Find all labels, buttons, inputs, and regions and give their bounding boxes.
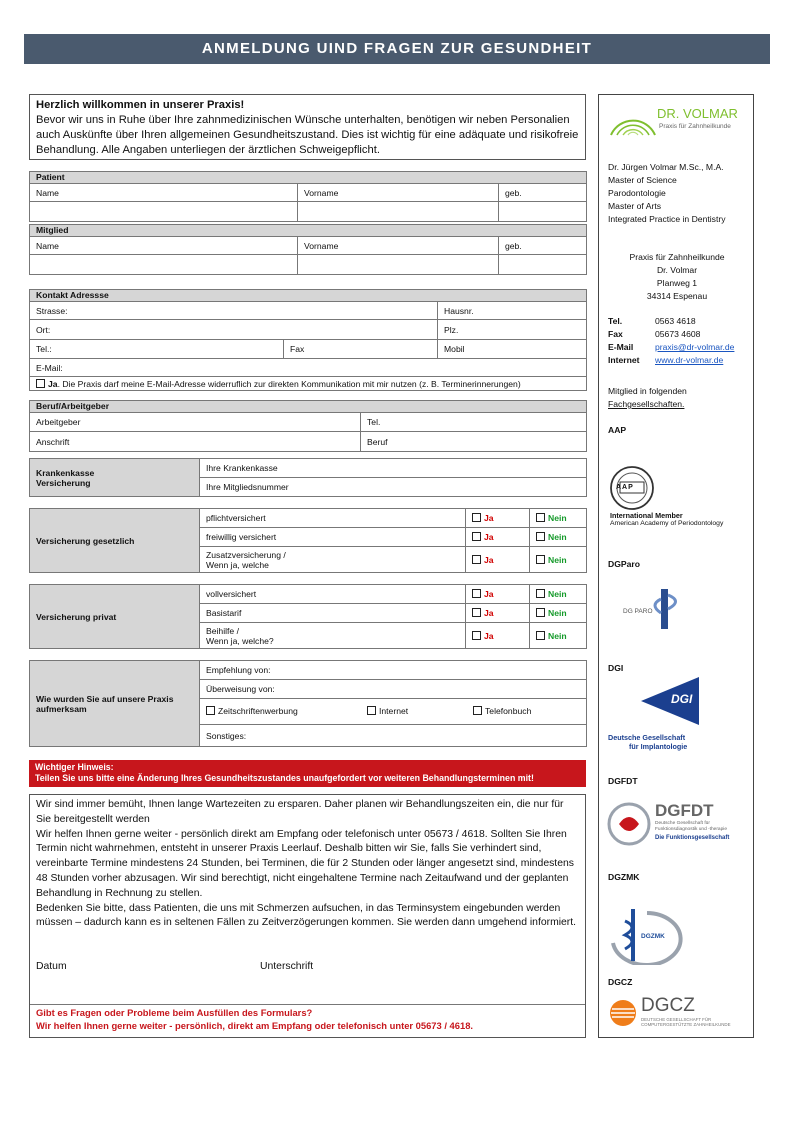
ja-label: Ja	[484, 554, 494, 565]
qual-line: Integrated Practice in Dentistry	[608, 214, 726, 224]
help-footer	[30, 1004, 585, 1037]
ja-label: Ja	[484, 608, 494, 618]
patient-geb-field[interactable]	[499, 202, 587, 222]
dgfdt-logo-icon	[607, 802, 651, 846]
internet-label: Internet	[379, 706, 409, 716]
ueberweisung-field[interactable]: Überweisung von:	[200, 680, 587, 699]
mitglied-name-label: Name	[30, 237, 298, 255]
ja-label: Ja	[484, 589, 494, 599]
privat-table	[29, 584, 587, 649]
address-line: 34314 Espenau	[646, 291, 708, 301]
kasse-label	[30, 459, 200, 497]
patient-name-label: Name	[30, 184, 298, 202]
ort-field[interactable]: Ort:	[30, 320, 438, 340]
zusatz-line2: Wenn ja, welche	[206, 559, 269, 570]
tel-field[interactable]: Tel.:	[30, 340, 284, 359]
patient-geb-label: geb.	[499, 184, 587, 202]
contact-label: E-Mail	[608, 342, 634, 352]
dgparo-heading: DGParo	[608, 559, 640, 569]
mitglied-geb-field[interactable]	[499, 255, 587, 275]
beihilfe-cell[interactable]	[200, 623, 466, 649]
nein-checkbox[interactable]	[536, 589, 545, 598]
beihilfe-line1: Beihilfe /	[206, 625, 239, 636]
mitglied-section: Mitglied	[30, 225, 587, 237]
privat-row-text: Basistarif	[200, 604, 466, 623]
patient-vorname-field[interactable]	[298, 202, 499, 222]
privat-label: Versicherung privat	[30, 585, 200, 649]
aufmerksam-table	[29, 660, 587, 747]
telefonbuch-label: Telefonbuch	[485, 706, 532, 716]
kasse-label-2: Versicherung	[36, 477, 91, 488]
aap-member: International Member	[610, 511, 683, 520]
address-line: Praxis für Zahnheilkunde	[629, 252, 725, 262]
contact-label: Internet	[608, 355, 640, 365]
empfehlung-field[interactable]: Empfehlung von:	[200, 661, 587, 680]
arbeitgeber-field[interactable]: Arbeitgeber	[30, 413, 361, 432]
nein-checkbox[interactable]	[536, 513, 545, 522]
aufmerksam-label: Wie wurden Sie auf unsere Praxis aufmerksam	[30, 661, 200, 747]
important-notice	[29, 760, 586, 787]
beruf-tel-field[interactable]: Tel.	[361, 413, 587, 432]
strasse-field[interactable]: Strasse:	[30, 302, 438, 320]
dgi-heading: DGI	[608, 663, 624, 673]
ja-checkbox[interactable]	[472, 513, 481, 522]
membership-text	[608, 385, 687, 411]
email-consent-text: . Die Praxis darf meine E-Mail-Adresse widerruflich zur direkten Kommunikation mit mir nutzen (z. B. Terminerinnerungen)	[57, 378, 521, 389]
telefonbuch-option[interactable]	[473, 706, 531, 716]
ja-option[interactable]	[466, 585, 530, 604]
nein-option[interactable]	[530, 623, 587, 649]
krankenkasse-field[interactable]: Ihre Krankenkasse	[200, 459, 587, 478]
nein-checkbox[interactable]	[536, 532, 545, 541]
dgcz-sub	[641, 1017, 731, 1027]
qual-line: Parodontologie	[608, 188, 666, 198]
telefonbuch-checkbox[interactable]	[473, 706, 482, 715]
kasse-table	[29, 458, 587, 497]
quelle-options	[200, 699, 587, 725]
info-p2: Wir helfen Ihnen gerne weiter - persönlich direkt am Empfang oder telefonisch unter 05673 / 4618. Sollten Sie Ihren Termin nicht wahrnehmen, entsteht in unserer Praxis Leerlauf. Deshalb bitten wir Sie, falls Sie verhindert sind, vereinbarte Termine mindestens 24 Stunden, bei Terminen, die für 2 Stunden oder länger angesetzt sind, mindestens 48 Stunden vorher abzusagen. Wir sind berechtigt, nicht eingehaltene Termine nach Zeitaufwand und der geplanten Behandlung in Rechnung zu stellen.	[36, 828, 574, 899]
email-consent-checkbox[interactable]	[36, 379, 45, 388]
address-line: Dr. Volmar	[656, 265, 698, 275]
qualifications	[608, 161, 726, 226]
beihilfe-line2: Wenn ja, welche?	[206, 635, 274, 646]
intro-box	[29, 94, 586, 160]
ja-checkbox[interactable]	[472, 589, 481, 598]
dgfdt-logo-text: DGFDT	[655, 801, 714, 820]
notice-text: Teilen Sie uns bitte eine Änderung Ihres Gesundheitszustandes unaufgefordert vor weiteren Behandlungsterminen mit!	[35, 773, 534, 783]
dgi-full-1: Deutsche Gesellschaft	[608, 733, 686, 742]
fax-field[interactable]: Fax	[284, 340, 438, 359]
sonstiges-field[interactable]: Sonstiges:	[200, 725, 587, 747]
volmar-logo-sub: Praxis für Zahnheilkunde	[659, 123, 731, 130]
nein-option[interactable]	[530, 585, 587, 604]
nein-checkbox[interactable]	[536, 555, 545, 564]
nein-label: Nein	[548, 532, 567, 542]
dgfdt-sub-1: Deutsche Gesellschaft für	[655, 821, 710, 826]
gesetzlich-row-text: pflichtversichert	[200, 509, 466, 528]
kasse-label-1: Krankenkasse	[36, 467, 95, 478]
aap-heading: AAP	[608, 425, 627, 435]
email-field[interactable]: E-Mail:	[30, 359, 587, 377]
qual-line: Master of Science	[608, 175, 677, 185]
info-text	[36, 798, 581, 931]
internet-option[interactable]	[367, 706, 408, 716]
nein-label: Nein	[548, 589, 567, 599]
zeitschrift-label: Zeitschriftenwerbung	[218, 706, 298, 716]
ja-checkbox[interactable]	[472, 555, 481, 564]
ja-option[interactable]	[466, 509, 530, 528]
mobil-field[interactable]: Mobil	[438, 340, 587, 359]
mitglied-table	[29, 224, 587, 275]
dgcz-logo-text: DGCZ	[641, 995, 695, 1016]
dgparo-logo-text: DG PARO	[623, 608, 653, 615]
hausnr-field[interactable]: Hausnr.	[438, 302, 587, 320]
aap-full: American Academy of Periodontology	[610, 520, 724, 527]
dgi-full-2: für Implantologie	[629, 742, 688, 751]
email-consent-ja: Ja	[48, 378, 58, 389]
internet-checkbox[interactable]	[367, 706, 376, 715]
fax-value: 05673 4608	[655, 329, 701, 339]
volmar-logo-icon	[607, 101, 659, 137]
intro-heading: Herzlich willkommen in unserer Praxis!	[36, 99, 245, 111]
gesetzlich-table	[29, 508, 587, 573]
nein-checkbox[interactable]	[536, 608, 545, 617]
dgcz-sub-2: COMPUTERGESTÜTZTE ZAHNHEILKUNDE	[641, 1022, 731, 1028]
dgfdt-sub	[655, 821, 727, 833]
ja-label: Ja	[484, 630, 494, 641]
dgfdt-heading: DGFDT	[608, 776, 638, 786]
nein-label: Nein	[548, 608, 567, 618]
dgparo-logo-icon	[647, 587, 687, 631]
page-title: ANMELDUNG UIND FRAGEN ZUR GESUNDHEIT	[24, 34, 770, 64]
contact-block	[608, 315, 734, 367]
email-link[interactable]: praxis@dr-volmar.de	[655, 342, 735, 352]
patient-table	[29, 171, 587, 222]
mitglied-vorname-label: Vorname	[298, 237, 499, 255]
notice-title: Wichtiger Hinweis:	[35, 762, 114, 772]
info-p1: Wir sind immer bemüht, Ihnen lange Wartezeiten zu ersparen. Daher planen wir Behandlungszeiten ein, die nur für Sie bereitgestellt werden	[36, 799, 564, 825]
nein-option[interactable]	[530, 528, 587, 547]
ja-option[interactable]	[466, 547, 530, 573]
kontakt-table	[29, 289, 587, 391]
dgzmk-heading: DGZMK	[608, 872, 640, 882]
zusatz-line1: Zusatzversicherung /	[206, 549, 286, 560]
help-line1: Gibt es Fragen oder Probleme beim Ausfüllen des Formulars?	[36, 1007, 313, 1018]
volmar-logo-name: DR. VOLMAR	[657, 106, 738, 121]
dgcz-logo-icon	[609, 999, 637, 1027]
intro-text: Bevor wir uns in Ruhe über Ihre zahnmedizinischen Wünsche unterhalten, benötigen wir neben Personalien auch Auskünfte über Ihren allgemeinen Gesundheitszustand. Dies ist wichtig für eine adäquate und risikofreie Behandlung. Alle Angaben unterliegen der ärztlichen Schweigepflicht.	[36, 114, 579, 156]
ja-checkbox[interactable]	[472, 608, 481, 617]
ja-option[interactable]	[466, 623, 530, 649]
gesetzlich-row-text: freiwillig versichert	[200, 528, 466, 547]
kontakt-section: Kontakt Adressse	[30, 290, 587, 302]
anschrift-field[interactable]: Anschrift	[30, 432, 361, 452]
zusatzversicherung-cell[interactable]	[200, 547, 466, 573]
mitglied-name-field[interactable]	[30, 255, 298, 275]
aap-seal-text: AAP	[616, 484, 634, 491]
nein-label: Nein	[548, 630, 567, 641]
email-consent	[30, 377, 587, 391]
help-line2: Wir helfen Ihnen gerne weiter - persönlich, direkt am Empfang oder telefonisch unter 05673 / 4618.	[36, 1020, 474, 1031]
nein-option[interactable]	[530, 547, 587, 573]
nein-option[interactable]	[530, 604, 587, 623]
dgzmk-logo-text: DGZMK	[641, 933, 665, 940]
plz-field[interactable]: Plz.	[438, 320, 587, 340]
contact-label: Tel.	[608, 316, 623, 326]
qual-line: Master of Arts	[608, 201, 662, 211]
zeitschrift-option[interactable]	[206, 706, 298, 716]
nein-label: Nein	[548, 513, 567, 523]
dgi-logo-text: DGI	[671, 692, 693, 706]
ja-label: Ja	[484, 513, 494, 523]
patient-section: Patient	[30, 172, 587, 184]
nein-checkbox[interactable]	[536, 631, 545, 640]
patient-name-field[interactable]	[30, 202, 298, 222]
dgfdt-sub-2: Funktionsdiagnostik und -therapie	[655, 827, 727, 832]
beruf-field[interactable]: Beruf	[361, 432, 587, 452]
dgfdt-sub-3: Die Funktionsgesellschaft	[655, 835, 730, 841]
zeitschrift-checkbox[interactable]	[206, 706, 215, 715]
phone-value: 0563 4618	[655, 316, 696, 326]
membership-line2: Fachgesellschaften.	[608, 399, 685, 409]
beruf-table	[29, 400, 587, 452]
ja-option[interactable]	[466, 528, 530, 547]
membership-line1: Mitglied in folgenden	[608, 386, 687, 396]
nein-label: Nein	[548, 554, 567, 565]
address-line: Planweg 1	[656, 278, 698, 288]
ja-label: Ja	[484, 532, 494, 542]
ja-option[interactable]	[466, 604, 530, 623]
datum-label: Datum	[36, 961, 67, 972]
contact-label: Fax	[608, 329, 623, 339]
mitglied-geb-label: geb.	[499, 237, 587, 255]
ja-checkbox[interactable]	[472, 631, 481, 640]
practice-address	[599, 251, 755, 303]
patient-vorname-label: Vorname	[298, 184, 499, 202]
mitgliedsnummer-field[interactable]: Ihre Mitgliedsnummer	[200, 478, 587, 497]
ja-checkbox[interactable]	[472, 532, 481, 541]
info-box	[29, 794, 586, 1038]
mitglied-vorname-field[interactable]	[298, 255, 499, 275]
qual-line: Dr. Jürgen Volmar M.Sc., M.A.	[608, 162, 724, 172]
privat-row-text: vollversichert	[200, 585, 466, 604]
dgcz-heading: DGCZ	[608, 977, 633, 987]
website-link[interactable]: www.dr-volmar.de	[655, 355, 724, 365]
beruf-section: Beruf/Arbeitgeber	[30, 401, 587, 413]
unterschrift-label: Unterschrift	[260, 961, 314, 972]
practice-sidebar	[598, 94, 754, 1038]
nein-option[interactable]	[530, 509, 587, 528]
gesetzlich-label: Versicherung gesetzlich	[30, 509, 200, 573]
dgcz-sub-1: DEUTSCHE GESELLSCHAFT FÜR	[641, 1017, 712, 1022]
info-p3: Bedenken Sie bitte, dass Patienten, die uns mit Schmerzen aufsuchen, in das Terminsystem eingebunden werden müssen – dadurch kann es in seltenen Fällen zu Zeitverzögerungen kommen. Sie werden dann umgehend informiert.	[36, 902, 577, 929]
